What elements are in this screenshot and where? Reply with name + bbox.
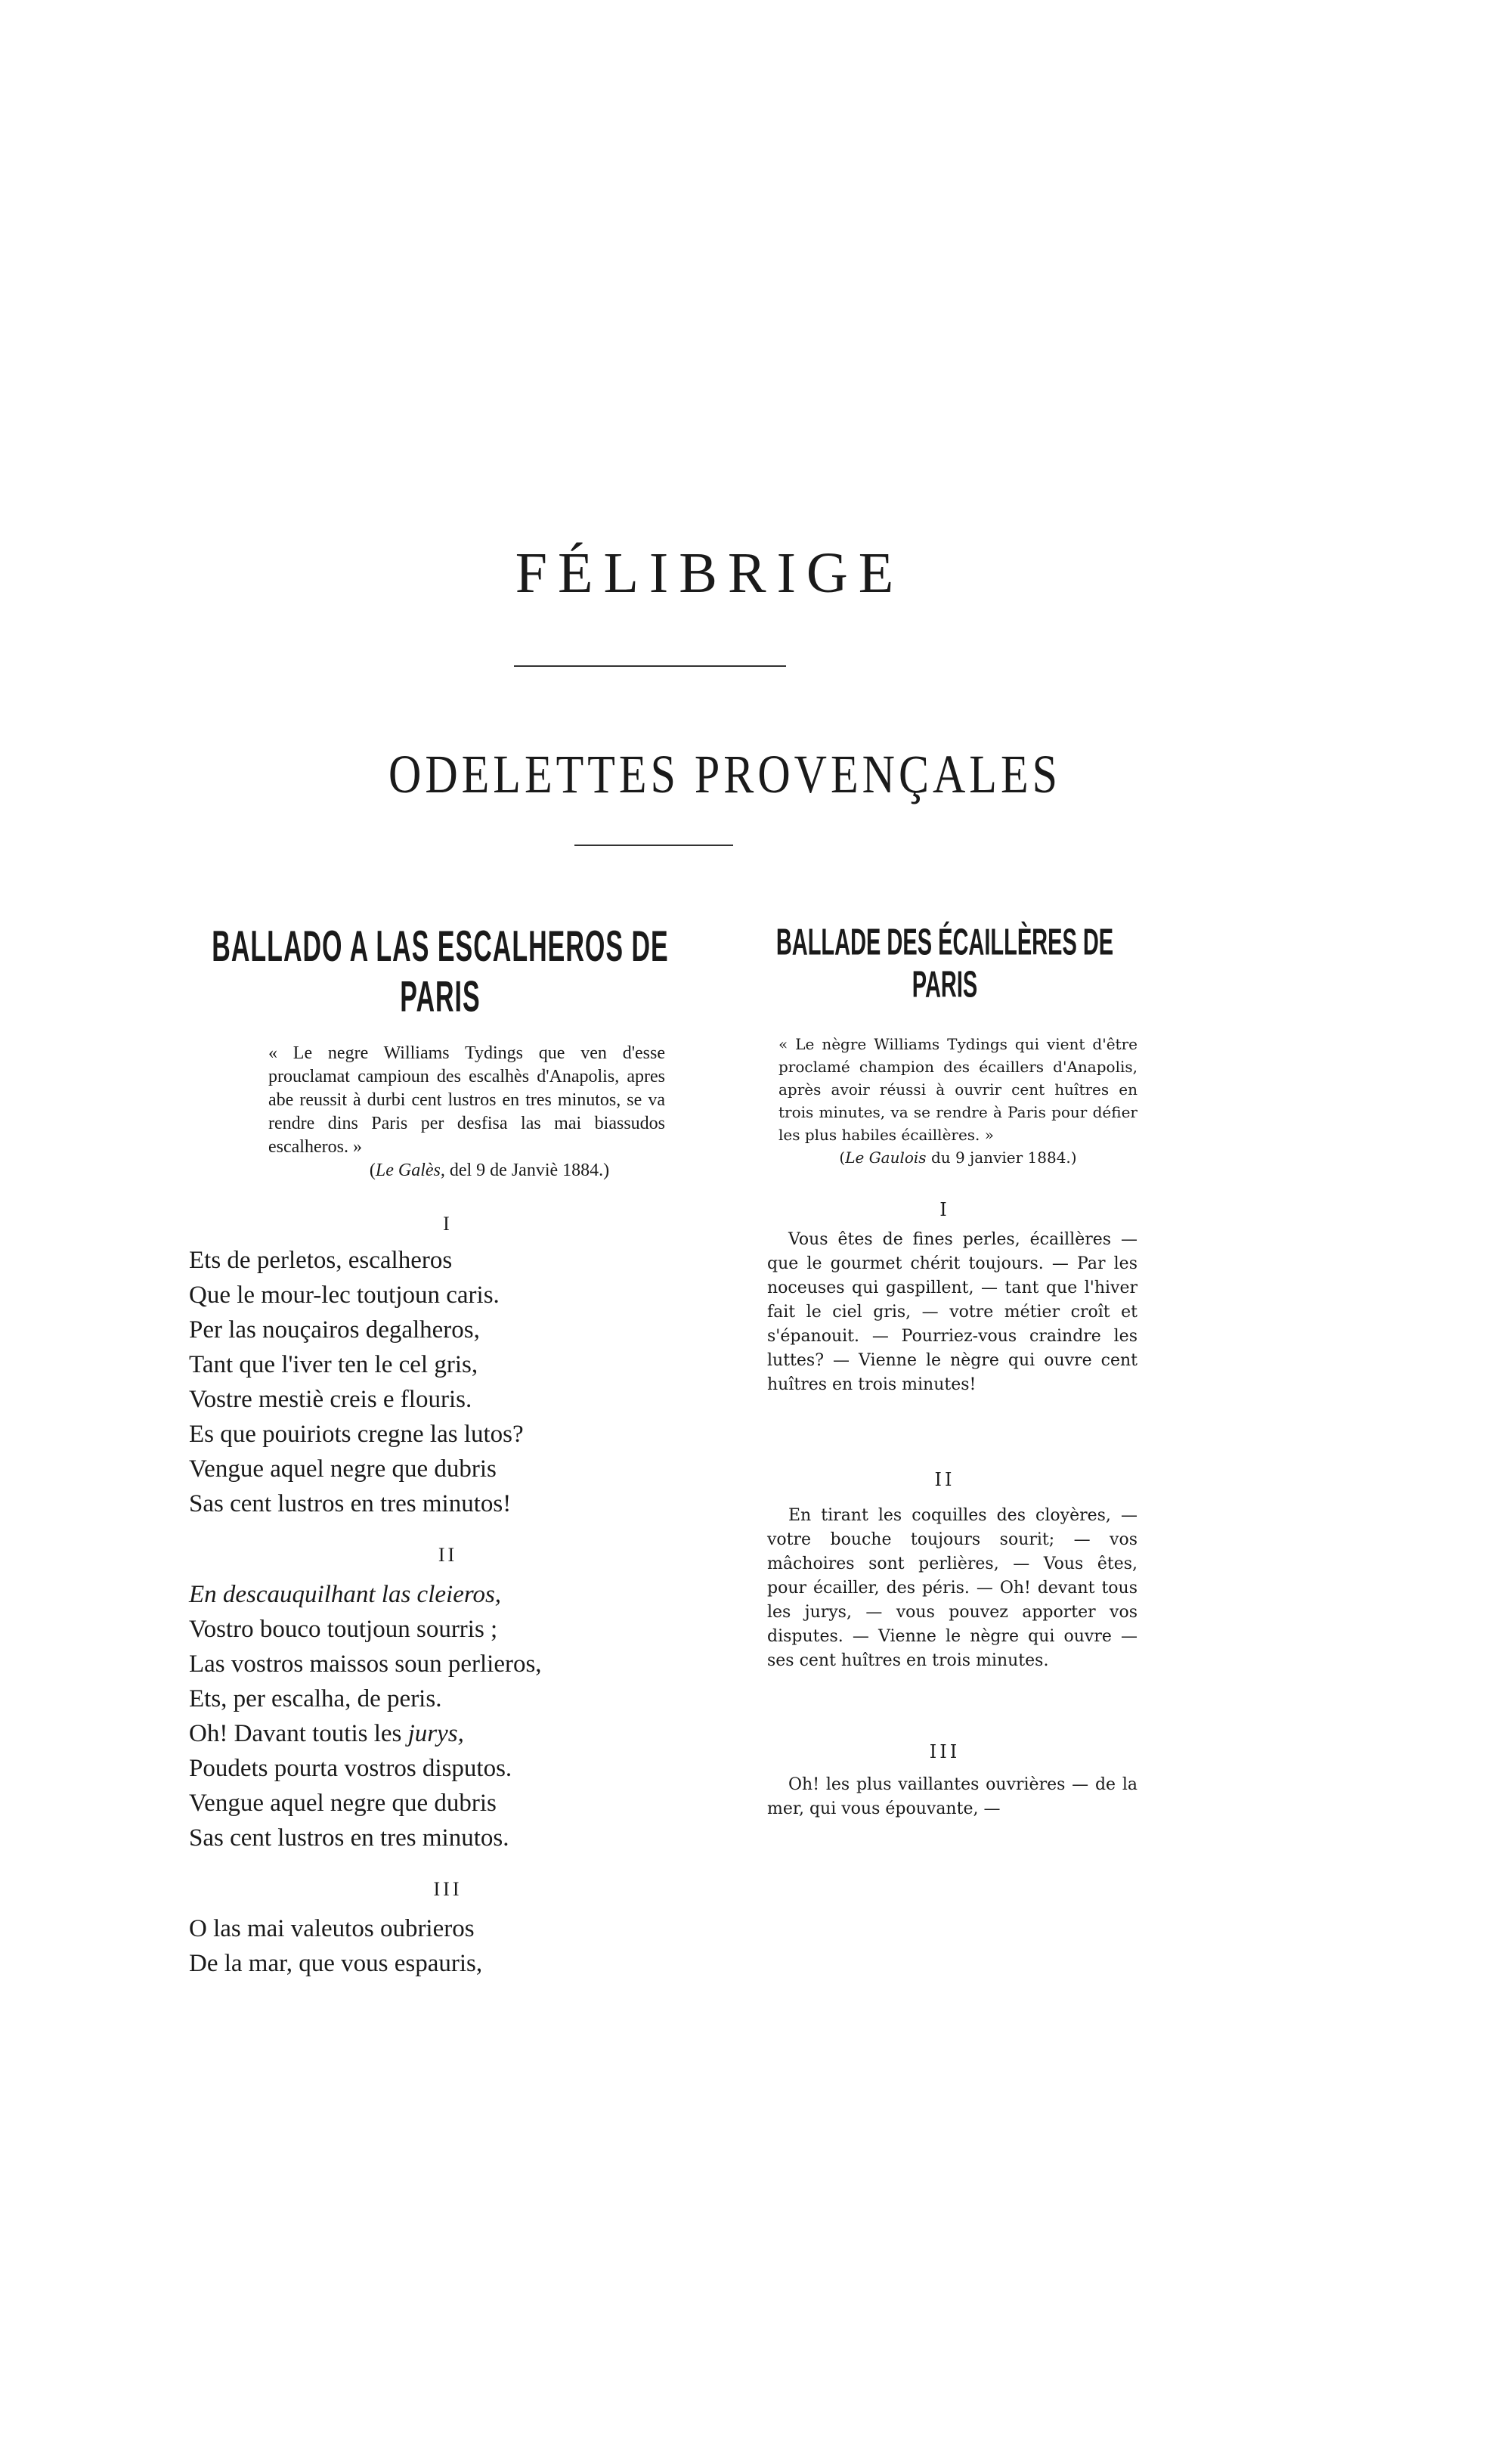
- page-title: FÉLIBRIGE: [515, 541, 905, 605]
- stanza-numeral: II: [438, 1544, 458, 1566]
- verse-text: Oh! Davant toutis les: [189, 1720, 402, 1747]
- subtitle-divider: [574, 845, 733, 846]
- stanza-numeral: I: [443, 1213, 453, 1235]
- provencal-epigraph-text: « Le negre Williams Tydings que ven d'esse prouclamat campioun des escalhès d'Anapolis, apres abe reussit à durbi cent lustros en tres minutos, se va rendre dins Paris per desfisa las mai biassudos escalheros. »: [268, 1043, 665, 1157]
- section-subtitle: ODELETTES PROVENÇALES: [388, 744, 1061, 804]
- section-numeral: I: [939, 1199, 950, 1220]
- verse-line: Sas cent lustros en tres minutos!: [189, 1490, 512, 1517]
- french-ballad-title: BALLADE DES ÉCAILLÈRES DE PARIS: [775, 922, 1114, 1006]
- verse-italic-word: jurys,: [407, 1720, 464, 1747]
- source-open-paren: (: [839, 1148, 846, 1167]
- source-open-paren: (: [369, 1161, 376, 1180]
- stanza-1: [189, 1243, 692, 1521]
- title-divider: [514, 665, 786, 667]
- verse-line: Es que pouiriots cregne las lutos?: [189, 1421, 524, 1448]
- verse-line: [189, 1716, 692, 1751]
- verse-line: Vengue aquel negre que dubris: [189, 1790, 497, 1817]
- verse-line: Per las nouçairos degalheros,: [189, 1316, 480, 1344]
- verse-line: En descauquilhant las cleieros,: [189, 1581, 502, 1608]
- stanza-numeral: III: [433, 1878, 463, 1900]
- source-date: du 9 janvier 1884.): [930, 1148, 1077, 1167]
- provencal-epigraph: [189, 1042, 692, 1182]
- french-epigraph-text: « Le nègre Williams Tydings qui vient d'être proclamé champion des écaillers d'Anapolis, après avoir réussi à ouvrir cent huîtres en trois minutes, va se rendre à Paris pour défier les plus habiles écaillères. »: [778, 1035, 1138, 1144]
- verse-line: Sas cent lustros en tres minutos.: [189, 1824, 509, 1852]
- verse-line: Vengue aquel negre que dubris: [189, 1455, 497, 1483]
- french-epigraph-source: [778, 1146, 1138, 1169]
- verse-line: De la mar, que vous espauris,: [189, 1950, 483, 1977]
- verse-line: Ets de perletos, escalheros: [189, 1247, 453, 1274]
- source-date: del 9 de Janviè 1884.): [449, 1161, 610, 1180]
- verse-line: Vostro bouco toutjoun sourris ;: [189, 1616, 498, 1643]
- section-numeral: III: [929, 1741, 961, 1762]
- provencal-epigraph-source: [268, 1159, 665, 1182]
- stanza-3: [189, 1911, 692, 1981]
- verse-line: Que le mour-lec toutjoun caris.: [189, 1282, 500, 1309]
- verse-line: Ets, per escalha, de peris.: [189, 1685, 442, 1712]
- source-publication: Le Galès,: [375, 1161, 445, 1180]
- source-publication: Le Gaulois: [845, 1148, 927, 1167]
- verse-line: Poudets pourta vostros disputos.: [189, 1755, 512, 1782]
- prose-paragraph: Oh! les plus vaillantes ouvrières — de la mer, qui vous épouvante, —: [767, 1775, 1138, 1818]
- section-numeral: II: [934, 1469, 955, 1490]
- french-epigraph: [752, 1033, 1138, 1169]
- prose-paragraph: Vous êtes de fines perles, écaillères — que le gourmet chérit toujours. — Par les noceuses qui gaspillent, — tant que l'hiver fait le ciel gris, — votre métier croît et s'épanouit. — Pourriez-vous craindre les luttes? — Vienne le nègre qui ouvre cent huîtres en trois minutes!: [767, 1230, 1138, 1394]
- prose-paragraph: En tirant les coquilles des cloyères, — votre bouche toujours sourit; — vos mâchoires sont perlières, — Vous êtes, pour écailler, des péris. — Oh! devant tous les jurys, — vous pouvez apporter vos disputes. — Vienne le nègre qui ouvre — ses cent huîtres en trois minutes.: [767, 1506, 1138, 1670]
- verse-line: Las vostros maissos soun perlieros,: [189, 1650, 542, 1678]
- provencal-ballad-title: BALLADO A LAS ESCALHEROS DE PARIS: [212, 922, 669, 1021]
- stanza-2: [189, 1577, 692, 1855]
- verse-line: Vostre mestiè creis e flouris.: [189, 1386, 472, 1413]
- provencal-column: [189, 907, 692, 1981]
- verse-line: O las mai valeutos oubrieros: [189, 1915, 475, 1942]
- verse-line: Tant que l'iver ten le cel gris,: [189, 1351, 478, 1378]
- french-column: [752, 907, 1138, 1821]
